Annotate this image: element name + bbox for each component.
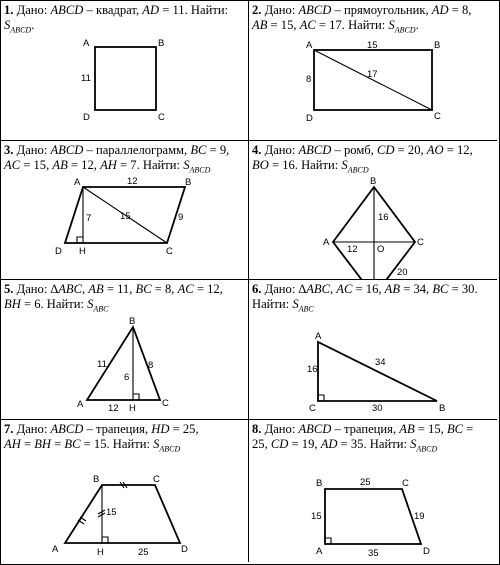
label-b: B [370, 176, 377, 187]
label-a: A [74, 177, 81, 188]
label-a: A [83, 38, 90, 49]
label-b: B [129, 316, 136, 327]
side-label: 11 [81, 73, 91, 84]
label-c: C [158, 112, 165, 123]
task-3-text: 3. Дано: ABCD – параллелограмм, BC = 9, AC = 15, AB = 12, AH = 7. Найти: $S_{ABCD}$ [4, 143, 230, 175]
label-d: D [181, 544, 188, 555]
label-c: C [417, 237, 424, 248]
top-label: 15 [367, 40, 378, 51]
label-h: H [129, 403, 136, 414]
label-b: B [185, 177, 192, 188]
label-a: A [315, 331, 322, 342]
ab-label: 15 [311, 511, 322, 522]
bc-label: 8 [148, 360, 154, 371]
label-c: C [166, 246, 173, 257]
task-5-text: 5. Дано: ∆ABC, AB = 11, BC = 8, AC = 12, BH = 6. Найти: $S_{ABC}$ [4, 282, 223, 314]
ao-label: 12 [347, 244, 358, 255]
ab-label: 11 [97, 359, 107, 370]
label-b: B [158, 38, 165, 49]
label-b: B [93, 474, 100, 485]
cd-label: 19 [414, 511, 425, 522]
task-2 [249, 1, 497, 141]
label-a: A [306, 40, 313, 51]
cd-label: 20 [397, 267, 408, 278]
triangle-5-figure [1, 280, 249, 420]
task-8 [249, 420, 497, 562]
label-b: B [434, 40, 441, 51]
task-7-text: 7. Дано: ABCD – трапеция, HD = 25, AH = BH = BC = 15. Найти: $S_{ABCD}$ [4, 422, 199, 454]
right-label: 9 [178, 212, 184, 223]
label-d: D [83, 112, 90, 123]
label-o: O [377, 244, 385, 255]
label-a: A [323, 237, 330, 248]
cb-label: 30 [372, 403, 383, 414]
bo-label: 16 [378, 212, 389, 223]
label-a: A [77, 399, 84, 410]
task-7 [1, 420, 249, 562]
ad-label: 35 [368, 548, 379, 559]
top-label: 12 [127, 176, 138, 187]
label-a: A [52, 544, 59, 555]
ac-label: 12 [108, 403, 119, 414]
ac-label: 16 [307, 364, 318, 375]
label-b: B [439, 403, 446, 414]
task-6-text: 6. Дано: ∆ABC, AC = 16, AB = 34, BC = 30. Найти: $S_{ABC}$ [252, 282, 478, 314]
task-6 [249, 280, 497, 420]
label-d: D [423, 546, 430, 557]
label-h: H [97, 547, 104, 558]
task-5 [1, 280, 249, 420]
label-a: A [316, 546, 323, 557]
label-b: B [316, 478, 323, 489]
task-1 [1, 1, 249, 141]
bh-label: 6 [124, 372, 130, 383]
label-c: C [402, 478, 409, 489]
diag-label: 15 [120, 211, 131, 222]
diag-label: 17 [367, 69, 378, 80]
label-c: C [309, 403, 316, 414]
label-c: C [153, 474, 160, 485]
triangle-6-figure [249, 280, 497, 420]
task-4-text: 4. Дано: ABCD – ромб, CD = 20, AO = 12, BO = 16. Найти: $S_{ABCD}$ [252, 143, 473, 175]
label-h: H [79, 246, 86, 257]
square-figure [1, 1, 249, 141]
bc-label: 25 [360, 477, 371, 488]
label-d: D [55, 246, 62, 257]
rhombus-figure: B C D A O 16 12 20 [323, 176, 424, 310]
task-8-text: 8. Дано: ABCD – трапеция, AB = 15, BC = 25, CD = 19, AD = 35. Найти: $S_{ABCD}$ [252, 422, 474, 454]
task-1-text: 1. Дано: ABCD – квадрат, AD = 11. Найти: $S_{ABCD}$. [4, 3, 229, 35]
task-3 [1, 141, 249, 280]
height-label: 7 [86, 213, 92, 224]
left-label: 8 [306, 74, 312, 85]
trapezoid-8-figure [249, 420, 497, 562]
parallelogram-figure [1, 141, 249, 280]
hd-label: 25 [138, 547, 149, 558]
ab-label: 34 [375, 357, 386, 368]
label-c: C [434, 111, 441, 122]
label-c: C [162, 398, 169, 409]
bh-label: 15 [106, 507, 117, 518]
label-d: D [306, 113, 313, 124]
trapezoid-7-figure [1, 420, 249, 562]
rectangle-figure [249, 1, 497, 141]
task-2-text: 2. Дано: ABCD – прямоугольник, AD = 8, AB = 15, AC = 17. Найти: $S_{ABCD}$. [252, 3, 472, 35]
